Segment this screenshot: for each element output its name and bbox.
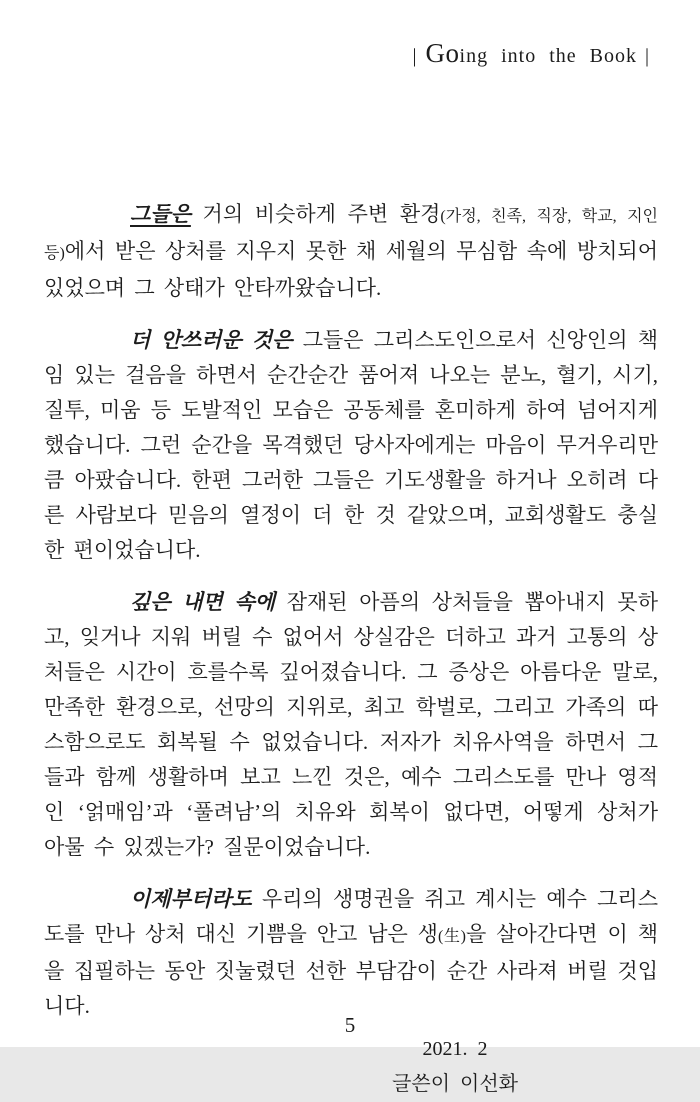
signature-date: 2021. 2 (422, 1038, 488, 1060)
header-bar-right: | (644, 45, 650, 67)
body-text (44, 197, 658, 1024)
paragraph (44, 323, 658, 568)
paragraph-text: 에서 받은 상처를 지우지 못한 채 세월의 무심함 속에 방치되어 있었으며 그 상태가 안타까왔습니다. (44, 239, 658, 300)
paragraph-text: 거의 비슷하게 주변 환경 (190, 202, 441, 226)
header-title-rest: ing into the Book (459, 45, 637, 67)
paragraph-text: 을 살아간다면 이 책을 집필하는 동안 짓눌렸던 선한 부담감이 순간 사라져 버릴 것입니다. (44, 922, 658, 1018)
page-number: 5 (344, 1013, 356, 1037)
paragraph (44, 882, 658, 1024)
paragraph-text: 우리의 생명권을 쥐고 계시는 예수 그리스도를 만나 상처 대신 기쁨을 안고 남은 생 (44, 887, 658, 946)
paragraph (44, 585, 658, 865)
paragraph-lead: 이제부터라도 (130, 887, 252, 911)
header-bar-left: | (412, 45, 418, 67)
paragraph-text: (가정, 친족, 직장, 학교, 지인 등) (44, 208, 659, 262)
signature-author: 글쓴이 이선화 (392, 1073, 518, 1095)
paragraph-lead: 그들은 (130, 202, 191, 226)
header-title-caps: Go (425, 38, 460, 68)
running-head (44, 36, 658, 73)
paragraph-text: (生) (437, 928, 466, 945)
paragraph (44, 197, 658, 306)
paragraph-text: 잠재된 아픔의 상처들을 뽑아내지 못하고, 잊거나 지워 버릴 수 없어서 상실감은 더하고 과거 고통의 상처들은 시간이 흐를수록 깊어졌습니다. 그 증상은 아름다운 말로, 만족한 환경으로, 선망의 지위로, 최고 학벌로, 그리고 가족의 따스함으로도 회복될 수 없었습니다. 저자가 치유사역을 하면서 그들과 함께 생활하며 보고 느낀 것은, 예수 그리스도를 만나 영적인 ‘얽매임’과 ‘풀려남’의 치유와 회복이 없다면, 어떻게 상처가 아물 수 있겠는가? 질문이었습니다. (44, 590, 658, 859)
paragraph-lead: 더 안쓰러운 것은 (130, 328, 293, 352)
signature-block (392, 1032, 518, 1102)
paragraph-text: 그들은 그리스도인으로서 신앙인의 책임 있는 걸음을 하면서 순간순간 품어져 나오는 분노, 혈기, 시기, 질투, 미움 등 도발적인 모습은 공동체를 혼미하게 하여 넘어지게 했습니다. 그런 순간을 목격했던 당사자에게는 마음이 무거우리만큼 아팠습니다. 한편 그러한 그들은 기도생활을 하거나 오히려 다른 사람보다 믿음의 열정이 더 한 것 같았으며, 교회생활도 충실한 편이었습니다. (44, 328, 658, 562)
paragraph-lead: 깊은 내면 속에 (130, 590, 276, 614)
